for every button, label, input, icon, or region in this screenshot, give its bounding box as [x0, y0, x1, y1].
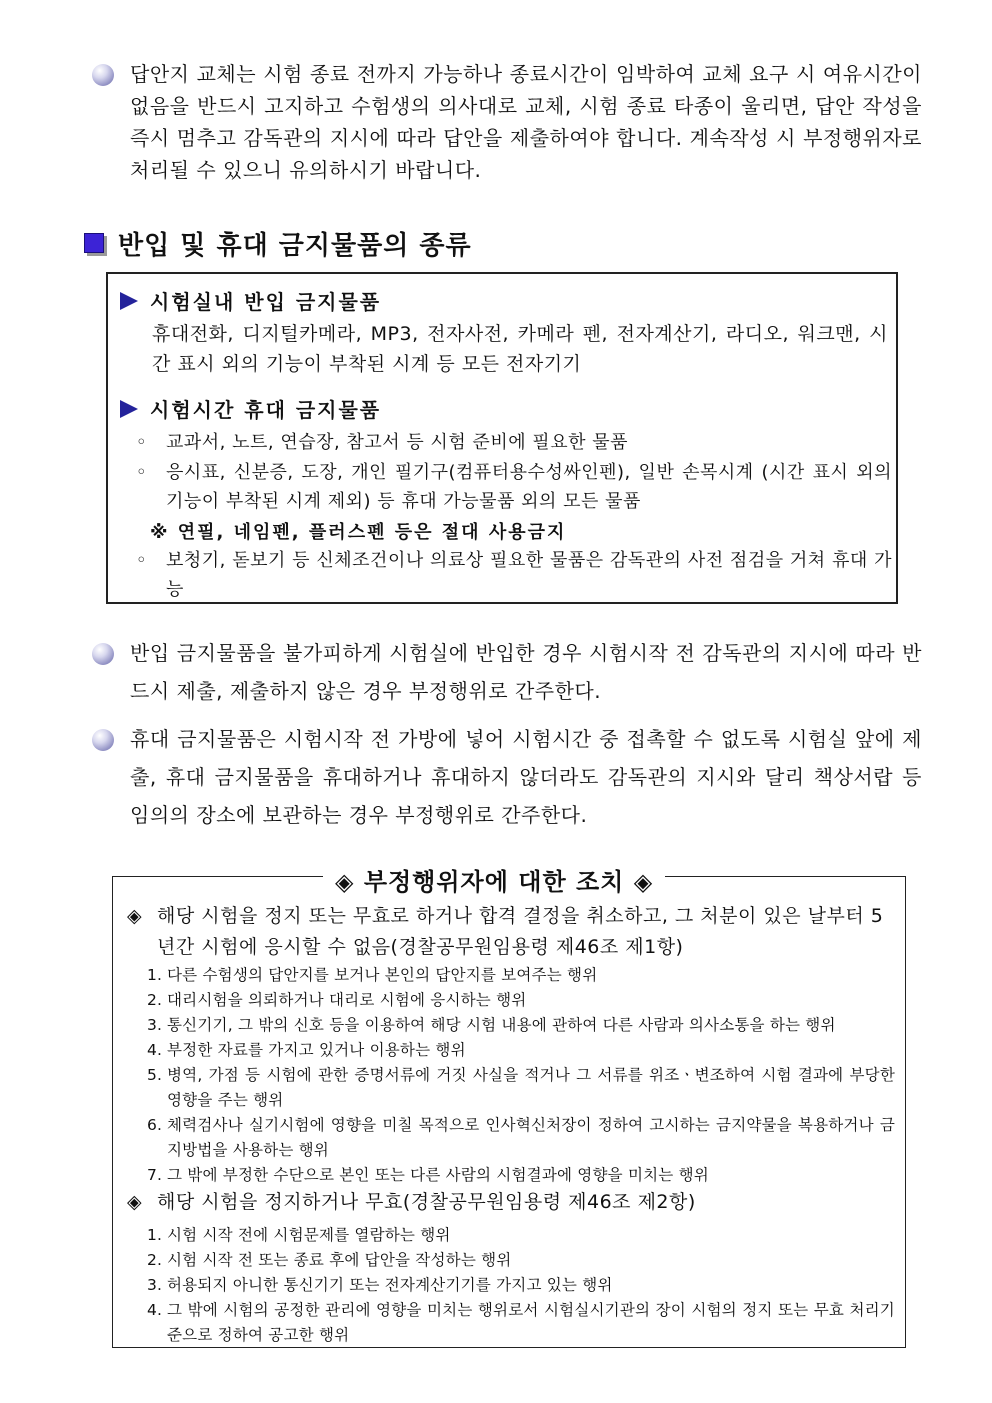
measure-heading-1-text: 해당 시험을 정지 또는 무효로 하거나 합격 결정을 취소하고, 그 처분이 있은 날부터 5년간 시험에 응시할 수 없음(경찰공무원임용령 제46조 제1항) — [157, 905, 884, 958]
pen-notice: ※ 연필, 네임펜, 플러스펜 등은 절대 사용금지 — [150, 522, 567, 543]
list-item: 3. 통신기기, 그 밖의 신호 등을 이용하여 해당 시험 내용에 관하여 다른 사람과 의사소통을 하는 행위 — [147, 1016, 836, 1034]
misconduct-title: ◈ 부정행위자에 대한 조치 ◈ — [323, 867, 665, 897]
list-item: 2. 시험 시작 전 또는 종료 후에 답안을 작성하는 행위 — [147, 1251, 512, 1269]
list-item: 1. 시험 시작 전에 시험문제를 열람하는 행위 — [147, 1226, 451, 1244]
list-item-text: 교과서, 노트, 연습장, 참고서 등 시험 준비에 필요한 물품 — [166, 432, 628, 453]
list-item — [136, 546, 892, 604]
intro-bullet — [92, 58, 922, 186]
measure-heading-1 — [127, 901, 893, 963]
sub-heading-classroom-text: 시험실내 반입 금지물품 — [150, 290, 382, 314]
list-item: 6. 체력검사나 실기시험에 영향을 미칠 목적으로 인사혁신처장이 정하여 고시하는 금지약물을 복용하거나 금지방법을 사용하는 행위 — [147, 1116, 895, 1159]
misconduct-measures-box — [112, 868, 906, 1348]
bullet-submit-items-text: 반입 금지물품을 불가피하게 시험실에 반입한 경우 시험시작 전 감독관의 지시에 따라 반드시 제출, 제출하지 않은 경우 부정행위로 간주한다. — [130, 641, 922, 703]
classroom-items-text: 휴대전화, 디지털카메라, MP3, 전자사전, 카메라 펜, 전자계산기, 라디오, 워크맨, 시간 표시 외의 기능이 부착된 시계 등 모든 전자기기 — [152, 323, 888, 375]
list-item: 4. 그 밖에 시험의 공정한 관리에 영향을 미치는 행위로서 시험실시기관의 장이 시험의 정지 또는 무효 처리기준으로 정하여 공고한 행위 — [147, 1301, 895, 1344]
measure-heading-2 — [127, 1187, 893, 1218]
sub-heading-classroom — [120, 286, 381, 315]
bullet-carry-items-text: 휴대 금지물품은 시험시작 전 가방에 넣어 시험시간 중 접촉할 수 없도록 시험실 앞에 제출, 휴대 금지물품을 휴대하거나 휴대하지 않더라도 감독관의 지시와 달리 책상서랍 등 임의의 장소에 보관하는 경우 부정행위로 간주한다. — [130, 727, 922, 827]
section-heading — [84, 228, 472, 261]
bullet-carry-items — [92, 720, 922, 834]
triangle-bullet-icon — [120, 292, 138, 310]
bullet-ball-icon — [92, 64, 114, 86]
list-item — [136, 458, 892, 516]
list-item — [136, 428, 892, 457]
measure-list-1 — [147, 963, 895, 1188]
square-bullet-icon — [84, 233, 104, 253]
sub-heading-exam-time-text: 시험시간 휴대 금지물품 — [150, 398, 382, 422]
bullet-submit-items — [92, 634, 922, 710]
small-circle-icon: ◦ — [136, 550, 148, 571]
small-circle-icon: ◦ — [136, 432, 148, 453]
list-item-text: 응시표, 신분증, 도장, 개인 필기구(컴퓨터용수성싸인펜), 일반 손목시계 (시간 표시 외의 기능이 부착된 시계 제외) 등 휴대 가능물품 외의 모든 물품 — [166, 462, 892, 512]
small-circle-icon: ◦ — [136, 462, 148, 483]
list-item: 2. 대리시험을 의뢰하거나 대리로 시험에 응시하는 행위 — [147, 991, 527, 1009]
list-item: 5. 병역, 가점 등 시험에 관한 증명서류에 거짓 사실을 적거나 그 서류를 위조ㆍ변조하여 시험 결과에 부당한 영향을 주는 행위 — [147, 1066, 895, 1109]
bullet-ball-icon — [92, 729, 114, 751]
list-item: 3. 허용되지 아니한 통신기기 또는 전자계산기기를 가지고 있는 행위 — [147, 1276, 613, 1294]
list-item: 1. 다른 수험생의 답안지를 보거나 본인의 답안지를 보여주는 행위 — [147, 966, 598, 984]
bullet-ball-icon — [92, 643, 114, 665]
intro-bullet-text: 답안지 교체는 시험 종료 전까지 가능하나 종료시간이 임박하여 교체 요구 시 여유시간이 없음을 반드시 고지하고 수험생의 의사대로 교체, 시험 종료 타종이 울리면, 답안 작성을 즉시 멈추고 감독관의 지시에 따라 답안을 제출하여야 합니다. 계속작성 시 부정행위자로 처리될 수 있으니 유의하시기 바랍니다. — [130, 62, 922, 182]
measure-list-2 — [147, 1223, 895, 1348]
diamond-bullet-icon: ◈ — [127, 905, 143, 927]
diamond-bullet-icon: ◈ — [127, 1191, 143, 1213]
sub-heading-exam-time — [120, 394, 381, 423]
list-item: 4. 부정한 자료를 가지고 있거나 이용하는 행위 — [147, 1041, 466, 1059]
measure-heading-2-text: 해당 시험을 정지하거나 무효(경찰공무원임용령 제46조 제2항) — [157, 1191, 696, 1213]
section-heading-text: 반입 및 휴대 금지물품의 종류 — [118, 230, 472, 261]
list-item-text: 보청기, 돋보기 등 신체조건이나 의료상 필요한 물품은 감독관의 사전 점검을 거쳐 휴대 가능 — [166, 550, 892, 600]
list-item: 7. 그 밖에 부정한 수단으로 본인 또는 다른 사람의 시험결과에 영향을 미치는 행위 — [147, 1166, 709, 1184]
triangle-bullet-icon — [120, 400, 138, 418]
prohibited-items-box — [106, 272, 898, 604]
